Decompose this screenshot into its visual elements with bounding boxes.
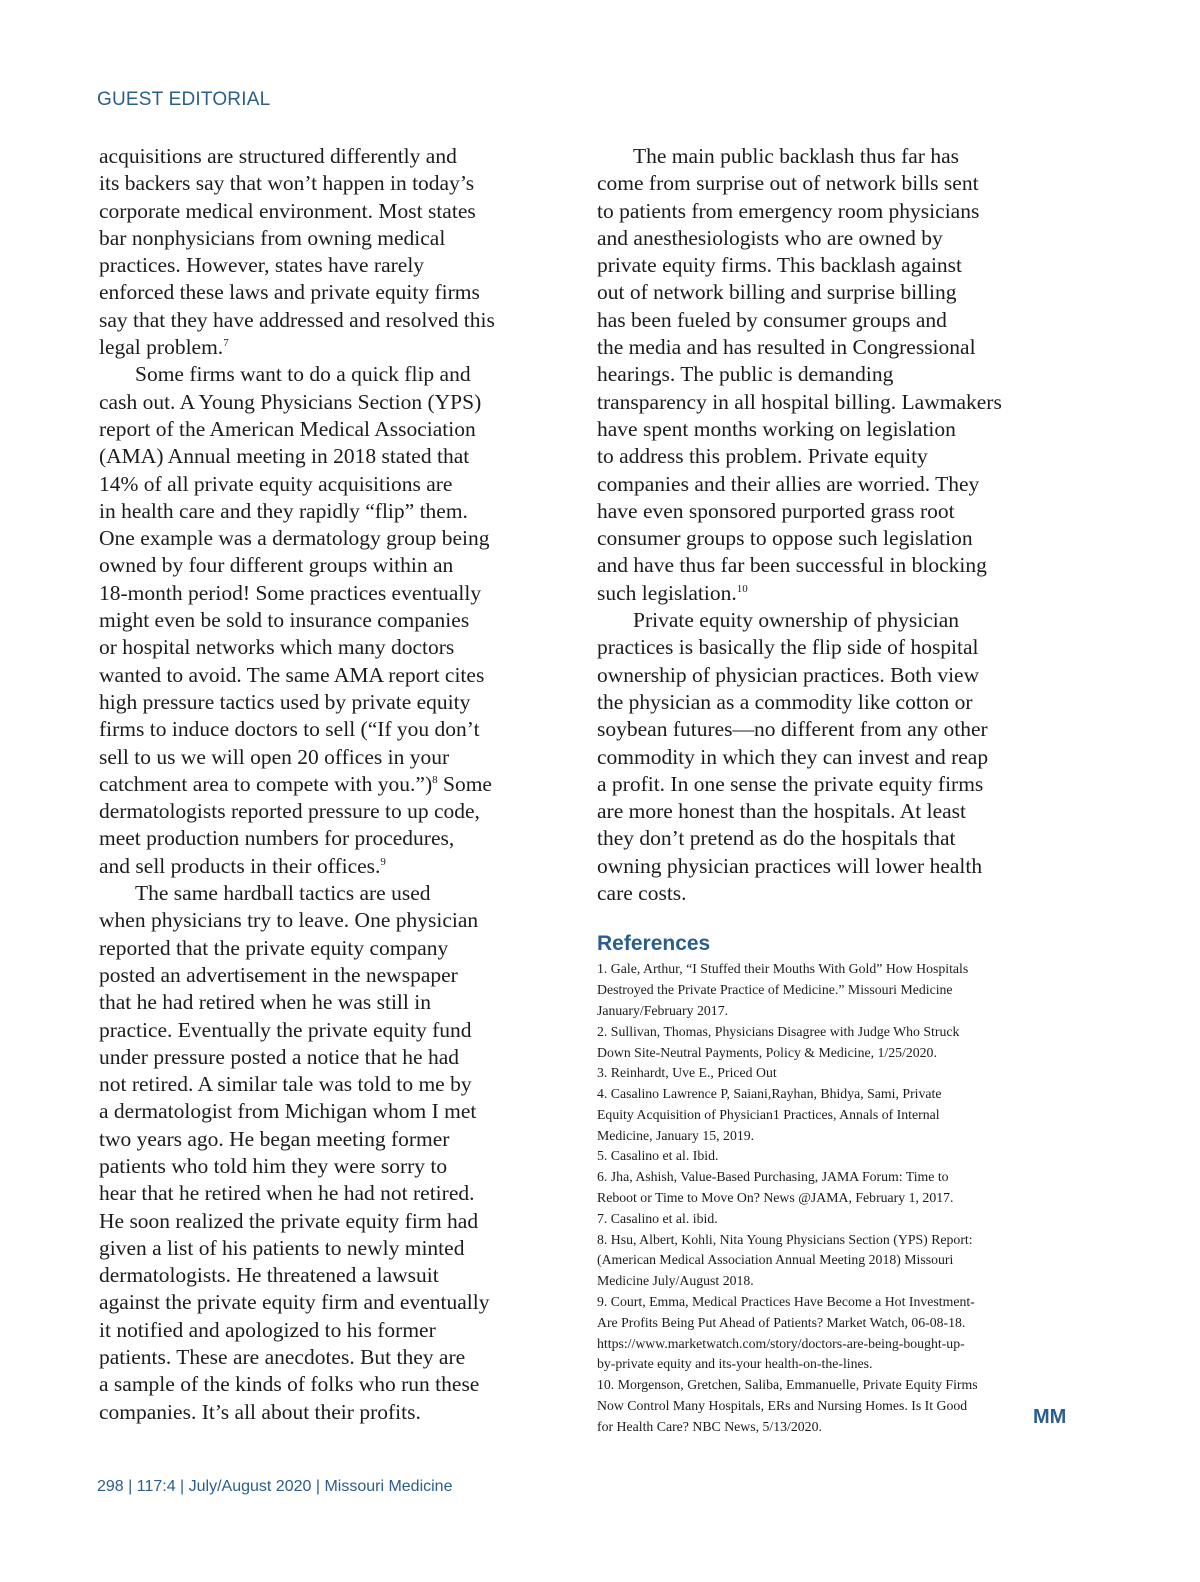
text-line: out of network billing and surprise billing xyxy=(597,280,957,305)
text-line: say that they have addressed and resolved this xyxy=(99,307,495,332)
text-line: not retired. A similar tale was told to me by xyxy=(99,1072,472,1097)
article-column-right xyxy=(597,143,1037,1438)
text-line: soybean futures—no different from any other xyxy=(597,717,988,742)
text-line: a sample of the kinds of folks who run these xyxy=(99,1372,480,1397)
footnote-ref: 8 xyxy=(432,773,438,786)
text-line: private equity firms. This backlash against xyxy=(597,253,963,278)
reference-line: by-private equity and its-your health-on-the-lines. xyxy=(597,1356,873,1372)
text-line: cash out. A Young Physicians Section (YPS) xyxy=(99,389,482,414)
text-line xyxy=(597,580,1037,607)
text-line: reported that the private equity company xyxy=(99,935,449,960)
text-line: and anesthesiologists who are owned by xyxy=(597,225,943,250)
text-line: might even be sold to insurance companies xyxy=(99,608,470,633)
text-line: a dermatologist from Michigan whom I met xyxy=(99,1099,477,1124)
text-line: and have thus far been successful in blocking xyxy=(597,553,987,578)
text-line: consumer groups to oppose such legislation xyxy=(597,526,973,551)
text-line: when physicians try to leave. One physician xyxy=(99,908,479,933)
reference-line: 8. Hsu, Albert, Kohli, Nita Young Physicians Section (YPS) Report: xyxy=(597,1231,973,1247)
reference-line: 1. Gale, Arthur, “I Stuffed their Mouths With Gold” How Hospitals xyxy=(597,961,969,977)
text-line: companies. It’s all about their profits. xyxy=(99,1399,421,1424)
reference-line: Now Control Many Hospitals, ERs and Nursing Homes. Is It Good xyxy=(597,1398,968,1414)
text-line: come from surprise out of network bills sent xyxy=(597,171,979,196)
text-line: He soon realized the private equity firm had xyxy=(99,1208,479,1233)
text-line: 14% of all private equity acquisitions are xyxy=(99,471,453,496)
text-line: two years ago. He began meeting former xyxy=(99,1126,450,1151)
paragraph xyxy=(99,880,529,1426)
text-line: patients who told him they were sorry to xyxy=(99,1153,448,1178)
mm-logo: MM xyxy=(1033,1406,1067,1428)
reference-line: 6. Jha, Ashish, Value-Based Purchasing, JAMA Forum: Time to xyxy=(597,1169,949,1185)
reference-line: 7. Casalino et al. ibid. xyxy=(597,1210,718,1226)
text-line: hearings. The public is demanding xyxy=(597,362,894,387)
text-line: One example was a dermatology group being xyxy=(99,526,490,551)
text-line: the media and has resulted in Congressional xyxy=(597,335,976,360)
text-line: acquisitions are structured differently and xyxy=(99,144,457,168)
text-line: high pressure tactics used by private equity xyxy=(99,689,471,714)
text-line: Private equity ownership of physician xyxy=(633,608,960,633)
reference-line: Medicine, January 15, 2019. xyxy=(597,1127,755,1143)
references-heading: References xyxy=(597,932,711,956)
text-line: bar nonphysicians from owning medical xyxy=(99,225,446,250)
text-line: a profit. In one sense the private equity firms xyxy=(597,771,984,796)
reference-line: January/February 2017. xyxy=(597,1002,729,1018)
reference-line: Are Profits Being Put Ahead of Patients? Market Watch, 06-08-18. xyxy=(597,1314,966,1330)
text-line: The main public backlash thus far has xyxy=(633,144,959,168)
reference-line: (American Medical Association Annual Meeting 2018) Missouri xyxy=(597,1252,954,1268)
text-line: corporate medical environment. Most states xyxy=(99,198,476,223)
text-line: that he had retired when he was still in xyxy=(99,990,431,1015)
text-line: or hospital networks which many doctors xyxy=(99,635,455,660)
text-line: it notified and apologized to his former xyxy=(99,1317,436,1342)
text-line: have even sponsored purported grass root xyxy=(597,498,955,523)
text-line: to address this problem. Private equity xyxy=(597,444,928,469)
text-line: they don’t pretend as do the hospitals that xyxy=(597,826,956,851)
reference-line: 10. Morgenson, Gretchen, Saliba, Emmanuelle, Private Equity Firms xyxy=(597,1377,978,1393)
paragraph xyxy=(597,143,1037,607)
text-fragment: Some xyxy=(437,771,492,796)
paragraph xyxy=(99,143,529,361)
footnote-ref: 10 xyxy=(736,582,748,595)
section-label: GUEST EDITORIAL xyxy=(97,89,271,110)
reference-line: for Health Care? NBC News, 5/13/2020. xyxy=(597,1418,822,1434)
text-fragment: catchment area to compete with you.”) xyxy=(99,771,433,796)
reference-line: Reboot or Time to Move On? News @JAMA, February 1, 2017. xyxy=(597,1190,954,1206)
text-line: report of the American Medical Association xyxy=(99,416,476,441)
reference-line: 4. Casalino Lawrence P, Saiani,Rayhan, Bhidya, Sami, Private xyxy=(597,1086,942,1102)
text-line: under pressure posted a notice that he had xyxy=(99,1044,459,1069)
text-line xyxy=(99,334,529,361)
text-line: meet production numbers for procedures, xyxy=(99,826,455,851)
reference-line: Medicine July/August 2018. xyxy=(597,1273,754,1289)
paragraph xyxy=(597,607,1037,907)
reference-line: Down Site-Neutral Payments, Policy & Medicine, 1/25/2020. xyxy=(597,1044,937,1060)
reference-line: 2. Sullivan, Thomas, Physicians Disagree with Judge Who Struck xyxy=(597,1023,960,1039)
text-line: owned by four different groups within an xyxy=(99,553,454,578)
references-list xyxy=(597,959,1037,1437)
text-line: firms to induce doctors to sell (“If you don’t xyxy=(99,717,480,742)
text-line: have spent months working on legislation xyxy=(597,416,956,441)
text-line: to patients from emergency room physicians xyxy=(597,198,980,223)
text-line: hear that he retired when he had not retired. xyxy=(99,1181,475,1206)
text-line: companies and their allies are worried. They xyxy=(597,471,980,496)
text-line: care costs. xyxy=(597,881,687,906)
text-fragment: and sell products in their offices. xyxy=(99,853,381,878)
text-line xyxy=(99,853,529,880)
article-column-left xyxy=(99,143,529,1426)
text-line: practice. Eventually the private equity fund xyxy=(99,1017,472,1042)
text-line: owning physician practices will lower health xyxy=(597,853,983,878)
reference-line: 9. Court, Emma, Medical Practices Have Become a Hot Investment- xyxy=(597,1294,975,1310)
reference-link[interactable]: https://www.marketwatch.com/story/doctors-are-being-bought-up- xyxy=(597,1335,965,1351)
reference-line: Equity Acquisition of Physician1 Practices, Annals of Internal xyxy=(597,1106,940,1122)
text-line: its backers say that won’t happen in today’s xyxy=(99,171,475,196)
text-fragment: legal problem. xyxy=(99,335,224,360)
text-line: against the private equity firm and eventually xyxy=(99,1290,490,1315)
footnote-ref: 7 xyxy=(223,337,229,350)
text-line: enforced these laws and private equity firms xyxy=(99,280,480,305)
text-line: patients. These are anecdotes. But they are xyxy=(99,1345,466,1370)
text-line: the physician as a commodity like cotton or xyxy=(597,689,973,714)
text-line: ownership of physician practices. Both view xyxy=(597,662,980,687)
text-line: has been fueled by consumer groups and xyxy=(597,307,947,332)
text-line: given a list of his patients to newly minted xyxy=(99,1235,465,1260)
reference-line: Destroyed the Private Practice of Medicine.” Missouri Medicine xyxy=(597,982,953,998)
text-line: 18-month period! Some practices eventually xyxy=(99,580,482,605)
text-line: dermatologists reported pressure to up code, xyxy=(99,799,480,824)
text-line: commodity in which they can invest and reap xyxy=(597,744,989,769)
page-footer: 298 | 117:4 | July/August 2020 | Missouri Medicine xyxy=(97,1478,453,1495)
reference-line: 5. Casalino et al. Ibid. xyxy=(597,1148,719,1164)
text-line: sell to us we will open 20 offices in your xyxy=(99,744,450,769)
paragraph xyxy=(99,361,529,880)
text-line: posted an advertisement in the newspaper xyxy=(99,962,458,987)
footnote-ref: 9 xyxy=(380,855,386,868)
text-line: practices. However, states have rarely xyxy=(99,253,425,278)
text-line: practices is basically the flip side of hospital xyxy=(597,635,979,660)
text-line xyxy=(99,771,529,798)
text-line: in health care and they rapidly “flip” them. xyxy=(99,498,468,523)
text-line: Some firms want to do a quick flip and xyxy=(135,362,471,387)
text-line: wanted to avoid. The same AMA report cites xyxy=(99,662,485,687)
text-line: transparency in all hospital billing. Lawmakers xyxy=(597,389,1002,414)
text-line: (AMA) Annual meeting in 2018 stated that xyxy=(99,444,470,469)
reference-line: 3. Reinhardt, Uve E., Priced Out xyxy=(597,1065,777,1081)
text-line: dermatologists. He threatened a lawsuit xyxy=(99,1263,439,1288)
text-line: The same hardball tactics are used xyxy=(135,881,431,906)
text-line: are more honest than the hospitals. At least xyxy=(597,799,966,824)
text-fragment: such legislation. xyxy=(597,580,737,605)
